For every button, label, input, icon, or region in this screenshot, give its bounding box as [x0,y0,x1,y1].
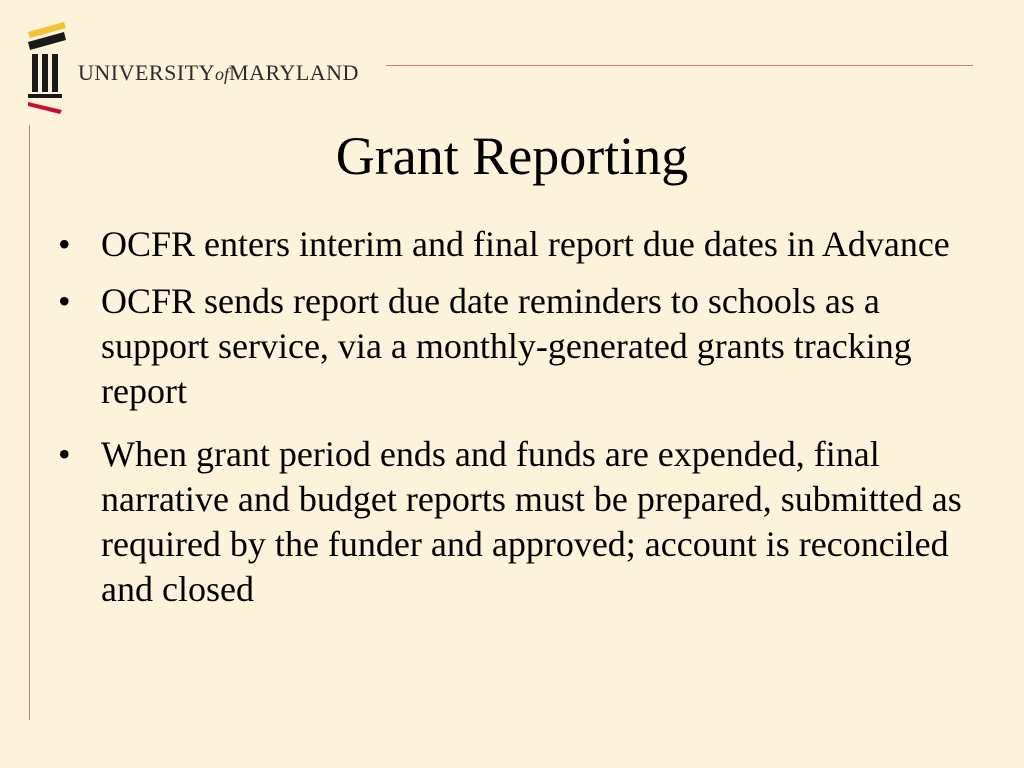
bullet-list [58,222,968,624]
university-logo-icon [24,18,72,114]
bullet-text: When grant period ends and funds are expended, final narrative and budget reports must be prepared, submitted as required by the funder and approved; account is reconciled and closed [101,434,962,609]
bullet-item [58,279,968,414]
wordmark-university: UNIVERSITY [78,60,215,85]
side-divider [29,125,30,720]
bullet-item [58,222,968,267]
bullet-dot-icon: • [58,224,71,264]
slide-title: Grant Reporting [335,126,689,186]
wordmark-of: of [215,64,230,84]
university-wordmark [78,62,359,84]
bullet-dot-icon: • [58,281,71,321]
bullet-text: OCFR enters interim and final report due dates in Advance [101,224,950,264]
wordmark-maryland: MARYLAND [229,60,359,85]
bullet-text: OCFR sends report due date reminders to schools as a support service, via a monthly-generated grants tracking report [101,281,912,411]
bullet-item [58,432,968,612]
header-divider [386,65,973,66]
bullet-dot-icon: • [58,434,71,474]
